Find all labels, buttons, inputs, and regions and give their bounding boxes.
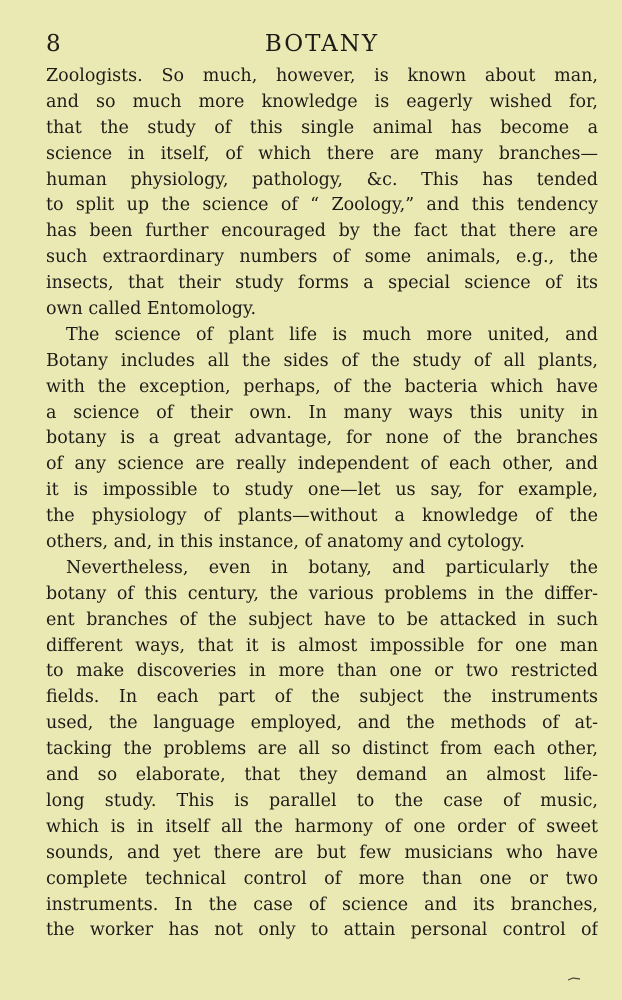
text-line: it is impossible to study one—let us say, for example, [46, 480, 598, 501]
page-header [46, 26, 598, 62]
text-line: ent branches of the subject have to be attacked in such [46, 609, 598, 630]
paragraph-nevertheless [46, 556, 598, 944]
text-line: The science of plant life is much more united, and [66, 324, 598, 345]
text-line: and so much more knowledge is eagerly wished for, [46, 91, 598, 112]
text-line: to make discoveries in more than one or two restricted [46, 661, 598, 682]
text-line: science in itself, of which there are many branches— [46, 143, 598, 164]
text-line: fields. In each part of the subject the instruments [46, 687, 598, 708]
text-line: long study. This is parallel to the case of music, [46, 790, 598, 811]
text-line: different ways, that it is almost impossible for one man [46, 635, 598, 656]
text-line: own called Entomology. [46, 299, 257, 320]
text-line: and so elaborate, that they demand an almost life- [46, 765, 598, 786]
text-line: complete technical control of more than one or two [46, 868, 598, 889]
paragraph-zoology [46, 64, 598, 323]
text-line: others, and, in this instance, of anatomy and cytology. [46, 532, 525, 553]
text-line: of any science are really independent of each other, and [46, 454, 598, 475]
text-line: the worker has not only to attain personal control of [46, 920, 598, 941]
text-line: to split up the science of “ Zoology,” and this tendency [46, 195, 598, 216]
page-number: 8 [46, 31, 62, 57]
text-line: tacking the problems are all so distinct from each other, [46, 739, 598, 760]
text-line: human physiology, pathology, &c. This has tended [46, 169, 598, 190]
text-line: that the study of this single animal has become a [46, 117, 598, 138]
text-line: sounds, and yet there are but few musicians who have [46, 842, 598, 863]
text-line: botany of this century, the various problems in the differ- [46, 583, 598, 604]
text-line: insects, that their study forms a special science of its [46, 273, 598, 294]
text-line: Nevertheless, even in botany, and particularly the [66, 557, 598, 578]
text-line: Zoologists. So much, however, is known about man, [46, 66, 598, 86]
paragraph-plant-life [46, 323, 598, 556]
text-line: botany is a great advantage, for none of the branches [46, 428, 598, 449]
text-line: such extraordinary numbers of some animals, e.g., the [46, 247, 598, 268]
text-line: a science of their own. In many ways this unity in [46, 402, 598, 423]
text-line: the physiology of plants—without a knowledge of the [46, 506, 598, 527]
text-line: used, the language employed, and the methods of at- [46, 713, 598, 734]
text-line: Botany includes all the sides of the study of all plants, [46, 350, 598, 371]
printer-smudge-mark [567, 976, 581, 982]
text-line: with the exception, perhaps, of the bacteria which have [46, 376, 598, 397]
text-line: which is in itself all the harmony of one order of sweet [46, 816, 598, 837]
body-text [46, 64, 598, 944]
running-title: BOTANY [264, 31, 380, 57]
text-line: instruments. In the case of science and its branches, [46, 894, 598, 915]
text-line: has been further encouraged by the fact that there are [46, 221, 598, 242]
